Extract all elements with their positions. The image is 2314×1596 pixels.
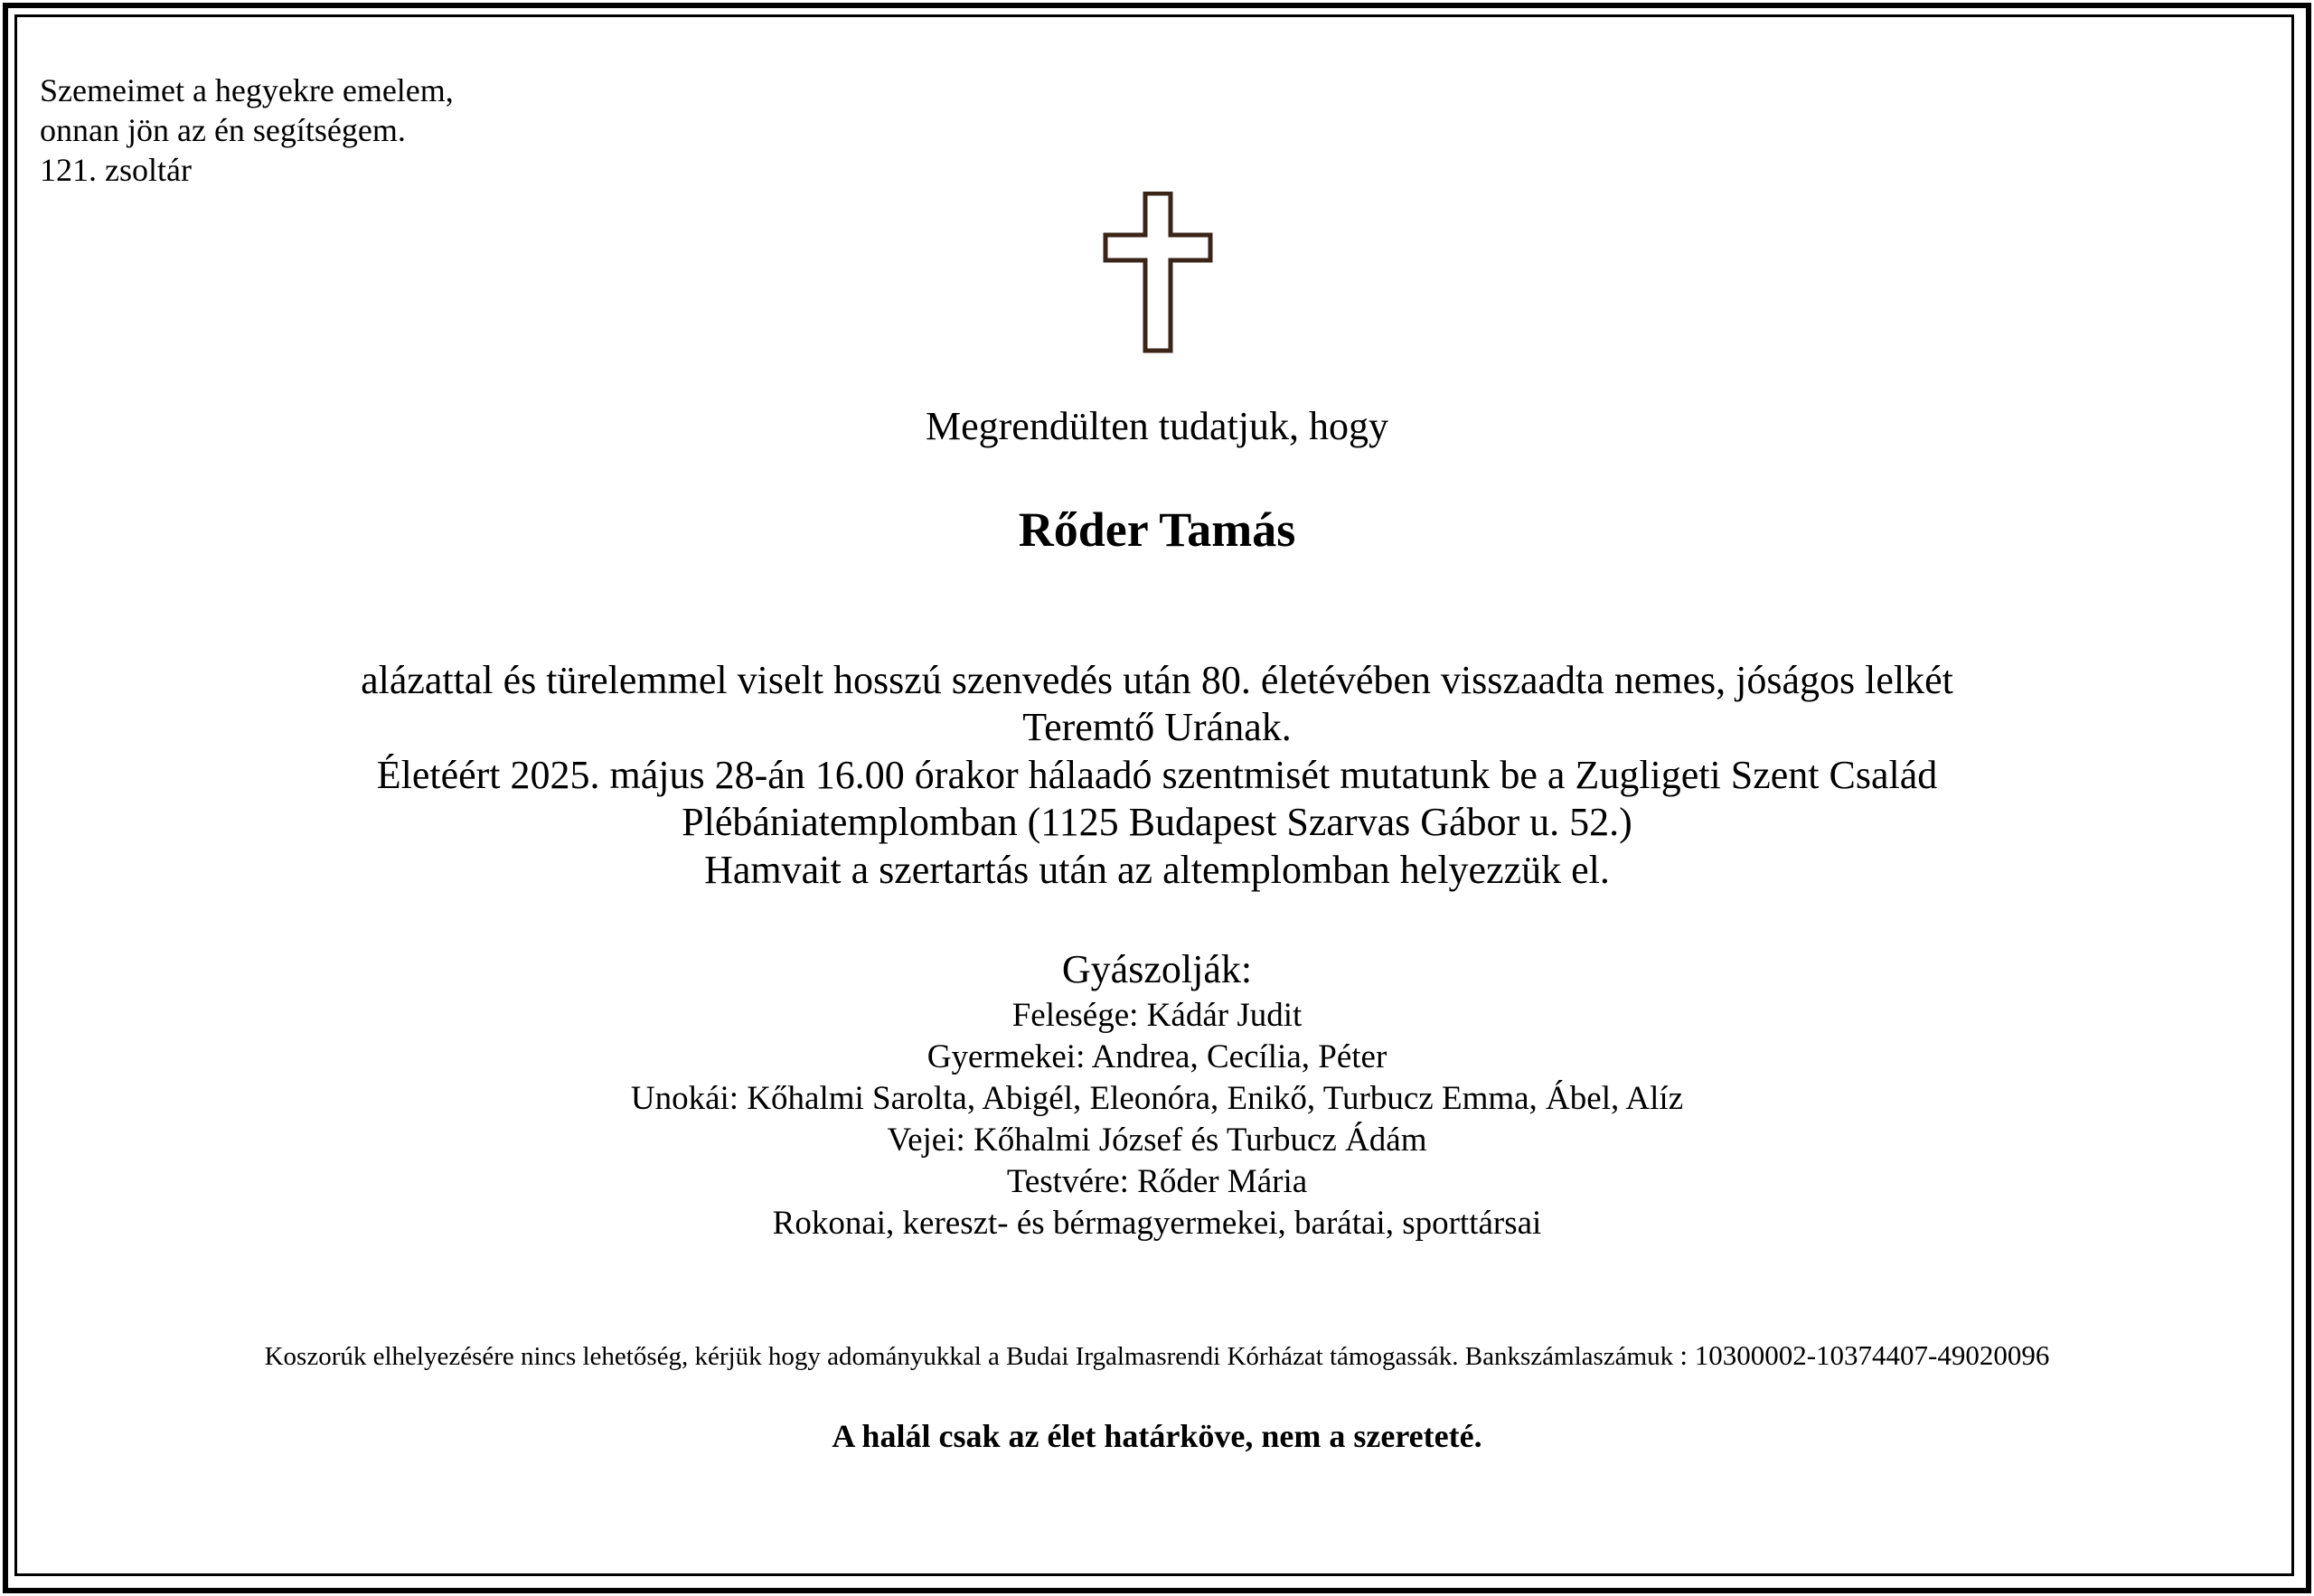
psalm-line-2: onnan jön az én segítségem.: [40, 112, 406, 148]
mourner-line: Vejei: Kőhalmi József és Turbucz Ádám: [887, 1122, 1427, 1159]
announcement-line-1: alázattal és türelemmel viselt hosszú szenvedés után 80. életévében visszaadta nemes, jóságos lelkét: [361, 658, 1953, 702]
mourner-line: Rokonai, kereszt- és bérmagyermekei, barátai, sporttársai: [772, 1205, 1542, 1242]
deceased-name: Rőder Tamás: [1018, 502, 1296, 557]
donation-colon: :: [1679, 1339, 1695, 1371]
mourner-line: Unokái: Kőhalmi Sarolta, Abigél, Eleonóra, Enikő, Turbucz Emma, Ábel, Alíz: [630, 1080, 1684, 1117]
mourners-title: Gyászolják:: [1061, 947, 1253, 991]
mourner-line: Testvére: Rőder Mária: [1006, 1163, 1308, 1200]
bank-account-number: 10300002-10374407-49020096: [1694, 1339, 2050, 1371]
closing-quote: A halál csak az élet határköve, nem a szereteté.: [832, 1418, 1482, 1454]
mourner-line: Gyermekei: Andrea, Cecília, Péter: [927, 1038, 1387, 1075]
mourner-line: Felesége: Kádár Judit: [1011, 997, 1303, 1034]
psalm-reference: 121. zsoltár: [40, 152, 192, 188]
donation-note: [0, 1339, 2314, 1372]
announcement-line-5: Hamvait a szertartás után az altemplomban helyezzük el.: [704, 848, 1610, 892]
announcement-line-4: Plébániatemplomban (1125 Budapest Szarvas Gábor u. 52.): [682, 800, 1632, 844]
psalm-quote: [40, 70, 454, 190]
psalm-line-1: Szemeimet a hegyekre emelem,: [40, 72, 454, 108]
intro-text: Megrendülten tudatjuk, hogy: [925, 404, 1388, 448]
cross-icon: [1102, 192, 1214, 354]
announcement-line-2: Teremtő Urának.: [1022, 705, 1292, 749]
announcement-line-3: Életéért 2025. május 28-án 16.00 órakor hálaadó szentmisét mutatunk be a Zugligeti Szent Család: [376, 753, 1938, 797]
donation-text: Koszorúk elhelyezésére nincs lehetőség, kérjük hogy adományukkal a Budai Irgalmasrendi Kórházat támogassák. Bankszámlaszámuk: [264, 1342, 1680, 1371]
